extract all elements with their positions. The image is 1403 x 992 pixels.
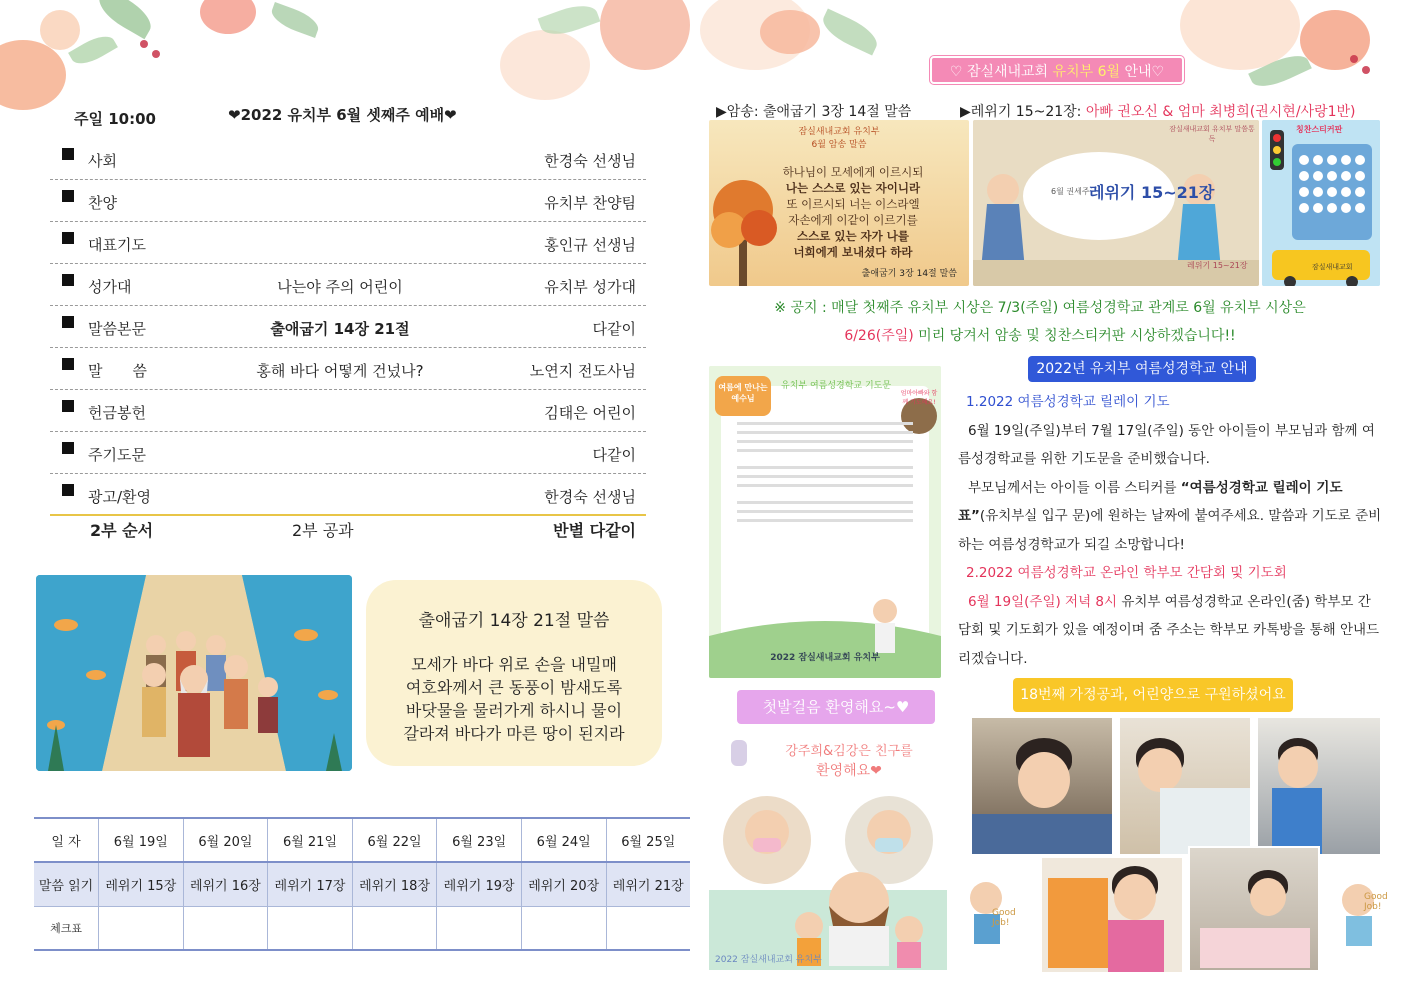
bullet-square-icon <box>62 358 74 370</box>
summer-camp-title: 2022년 유치부 여름성경학교 안내 <box>1028 356 1256 382</box>
reading-chapter-row <box>34 862 690 906</box>
photo-kid-5 <box>1188 846 1320 972</box>
check-label: 체크표 <box>34 906 99 950</box>
reading-header-row <box>34 818 690 862</box>
family-names: 아빠 권오신 & 엄마 최병희(권시현/사랑1반) <box>1085 104 1356 120</box>
check-cell[interactable] <box>183 906 268 950</box>
reading-cell: 레위기 20장 <box>521 862 606 906</box>
good-job-kid-right <box>1330 860 1390 960</box>
reading-header-cell: 일 자 <box>34 818 99 862</box>
order-label: 광고/환영 <box>88 488 152 506</box>
verse-line: 여호와께서 큰 동풍이 밤새도록 <box>405 678 623 697</box>
worship-header <box>48 100 648 132</box>
part2-leader: 반별 다같이 <box>553 521 636 540</box>
church-name: 잠실새내교회 <box>966 64 1049 80</box>
reading-header-cell: 6월 20일 <box>183 818 268 862</box>
memory-verse-card <box>709 120 969 286</box>
order-leader: 다같이 <box>592 446 636 464</box>
welcome-title: 첫발걸음 환영해요~♥ <box>737 690 935 724</box>
order-leader: 유치부 성가대 <box>544 278 636 296</box>
order-leader: 노연지 전도사님 <box>529 362 636 380</box>
reading-header-cell: 6월 22일 <box>352 818 437 862</box>
bullet-square-icon <box>62 190 74 202</box>
bullet-square-icon <box>62 484 74 496</box>
order-row <box>50 180 646 222</box>
award-notice <box>710 294 1370 350</box>
worship-order-table <box>50 138 646 516</box>
verse-title: 출애굽기 14장 21절 말씀 <box>418 611 610 631</box>
order-leader: 한경숙 선생님 <box>544 488 636 506</box>
check-cell[interactable] <box>437 906 522 950</box>
part2-label: 2부 순서 <box>90 521 154 540</box>
camp-section1-title: 1.2022 여름성경학교 릴레이 기도 <box>966 394 1170 410</box>
part2-order <box>50 512 646 542</box>
reading-header-cell: 6월 25일 <box>606 818 690 862</box>
welcome-line2: 환영해요❤ <box>816 763 882 779</box>
card-head: 잠실새내교회 유치부 6월 암송 말씀 <box>798 127 880 150</box>
dept-month: 유치부 6월 <box>1052 64 1121 80</box>
order-middle: 출애굽기 14장 21절 <box>270 320 410 338</box>
verse-line: 갈라져 바다가 마른 땅이 된지라 <box>403 724 625 743</box>
red-sea-image <box>36 575 352 771</box>
order-leader: 홍인규 선생님 <box>544 236 636 254</box>
reading-check-row <box>34 906 690 950</box>
order-leader: 한경숙 선생님 <box>544 152 636 170</box>
reading-cell: 말씀 읽기 <box>34 862 99 906</box>
poster-text-block <box>737 416 913 596</box>
bullet-square-icon <box>62 274 74 286</box>
order-middle: 홍해 바다 어떻게 건넜나? <box>256 362 424 380</box>
leviticus-center: 레위기 15~21장 <box>1089 183 1215 202</box>
good-job-label: Good Job! <box>1364 892 1388 912</box>
photo-kid-1 <box>970 716 1114 856</box>
bullet-square-icon <box>62 148 74 160</box>
bus-label: 잠실새내교회 <box>1312 263 1353 271</box>
check-cell[interactable] <box>521 906 606 950</box>
reading-cell: 레위기 19장 <box>437 862 522 906</box>
order-label: 주기도문 <box>88 446 146 464</box>
camp-section1-para2: 부모님께서는 아이들 이름 스티커를 “여름성경학교 릴레이 기도표”(유치부실 입구 문)에 원하는 날짜에 붙여주세요. 말씀과 기도로 준비하는 여름성경학교가 되길 소망합니다! <box>958 479 1382 553</box>
summer-camp-prayer-poster <box>709 366 941 678</box>
leviticus-small: 6월 권세주 <box>1051 187 1090 196</box>
reading-header-cell: 6월 24일 <box>521 818 606 862</box>
bullet-square-icon <box>62 316 74 328</box>
reading-cell: 레위기 18장 <box>352 862 437 906</box>
bullet-square-icon <box>62 442 74 454</box>
order-row <box>50 138 646 180</box>
order-row <box>50 390 646 432</box>
order-label: 대표기도 <box>88 236 146 254</box>
poster-bubble: 엄마아빠와 함께 기도해요! <box>900 390 938 406</box>
bullet-square-icon <box>62 400 74 412</box>
order-label: 찬양 <box>88 194 117 212</box>
verse-line: 모세가 바다 위로 손을 내밀매 <box>411 655 617 674</box>
check-cell[interactable] <box>352 906 437 950</box>
bullet-square-icon <box>62 232 74 244</box>
summer-camp-details <box>958 388 1382 673</box>
order-label: 말 씀 <box>88 362 147 380</box>
red-sea-illustration <box>36 575 352 771</box>
photo-kid-3 <box>1256 716 1382 856</box>
award-notice-line1: ※ 공지 : 매달 첫째주 유치부 시상은 7/3(주일) 여름성경학교 관계로 6월 유치부 시상은 <box>774 300 1306 316</box>
reading-cell: 레위기 15장 <box>99 862 184 906</box>
order-label: 말씀본문 <box>88 320 146 338</box>
check-cell[interactable] <box>268 906 353 950</box>
card-ref: 출애굽기 3장 14절 말씀 <box>861 269 957 279</box>
verse-line: 바닷물을 물러가게 하시니 물이 <box>405 701 623 720</box>
order-row <box>50 474 646 516</box>
leviticus-corner-range: 레위기 15~21장 <box>1187 261 1248 270</box>
sticker-board-card <box>1262 120 1380 286</box>
check-cell[interactable] <box>606 906 690 950</box>
order-row <box>50 306 646 348</box>
order-label: 헌금봉헌 <box>88 404 146 422</box>
award-date: 6/26(주일) <box>844 328 914 344</box>
order-leader: 다같이 <box>592 320 636 338</box>
bible-reading-table <box>34 817 690 951</box>
poster-footer: 2022 잠실새내교회 유치부 <box>770 653 880 663</box>
reading-cell: 레위기 16장 <box>183 862 268 906</box>
award-notice-line2: 미리 당겨서 암송 및 칭찬스티커판 시상하겠습니다!! <box>913 328 1236 344</box>
worship-time: 주일 10:00 <box>74 110 156 128</box>
card-verse: 하나님이 모세에게 이르시되 나는 스스로 있는 자이니라 또 이르시되 너는 이스라엘 자손에게 이같이 이르기를 스스로 있는 자가 나를 너희에게 보내셨다 하라 <box>782 165 924 259</box>
leviticus-reading-line: ▶레위기 15~21장: 아빠 권오신 & 엄마 최병희(권시현/사랑1반) <box>960 104 1356 120</box>
memory-verse-line: ▶암송: 출애굽기 3장 14절 말씀 <box>716 104 912 120</box>
sticker-board-title: 칭찬스티커판 <box>1296 125 1343 134</box>
check-cell[interactable] <box>99 906 184 950</box>
leviticus-reading-card <box>973 120 1259 286</box>
welcome-line1: 강주희&김강은 친구를 <box>785 744 913 759</box>
home-lesson-title: 18번째 가정공과, 어린양으로 구원하셨어요 <box>1013 678 1293 712</box>
order-row <box>50 348 646 390</box>
reading-cell: 레위기 21장 <box>606 862 690 906</box>
poster-banner: 여름에 만나는 예수님 <box>718 383 768 403</box>
order-leader: 김태은 어린이 <box>544 404 636 422</box>
worship-title: ❤2022 유치부 6월 셋째주 예배❤ <box>228 106 457 124</box>
order-row <box>50 264 646 306</box>
order-row <box>50 432 646 474</box>
photo-kid-2 <box>1118 716 1252 856</box>
welcome-footer: 2022 잠실새내교회 유치부 <box>715 955 822 965</box>
reading-header-cell: 6월 23일 <box>437 818 522 862</box>
camp-section1-para1: 6월 19일(주일)부터 7월 17일(주일) 동안 아이들이 부모님과 함께 여름성경학교를 위한 기도문을 준비했습니다. <box>958 422 1375 467</box>
reading-header-cell: 6월 21일 <box>268 818 353 862</box>
camp-section2-para: 6월 19일(주일) 저녁 8시 유치부 여름성경학교 온라인(줌) 학부모 간담회 및 기도회가 있을 예정이며 줌 주소는 학부모 카톡방을 통해 안내드리겠습니다. <box>958 593 1380 667</box>
monthly-notice-title: ♡ 잠실새내교회 유치부 6월 안내♡ <box>930 56 1184 84</box>
welcome-card <box>709 730 947 970</box>
camp-section2-title: 2.2022 여름성경학교 온라인 학부모 간담회 및 기도회 <box>966 565 1287 581</box>
reading-cell: 레위기 17장 <box>268 862 353 906</box>
memory-verse-box <box>366 580 662 766</box>
poster-title: 유치부 여름성경학교 기도문 <box>781 381 892 391</box>
leviticus-corner-title: 잠실새내교회 유치부 말씀통독 <box>1169 125 1255 143</box>
order-label: 성가대 <box>88 278 132 296</box>
part2-middle: 2부 공과 <box>292 521 354 540</box>
reading-header-cell: 6월 19일 <box>99 818 184 862</box>
verse-body <box>366 653 662 745</box>
order-middle: 나는야 주의 어린이 <box>277 278 403 296</box>
order-label: 사회 <box>88 152 117 170</box>
order-row <box>50 222 646 264</box>
photo-kid-4 <box>1040 856 1184 974</box>
good-job-kid-left <box>962 868 1022 958</box>
order-leader: 유치부 찬양팀 <box>544 194 636 212</box>
good-job-label: Good Job! <box>992 908 1016 928</box>
